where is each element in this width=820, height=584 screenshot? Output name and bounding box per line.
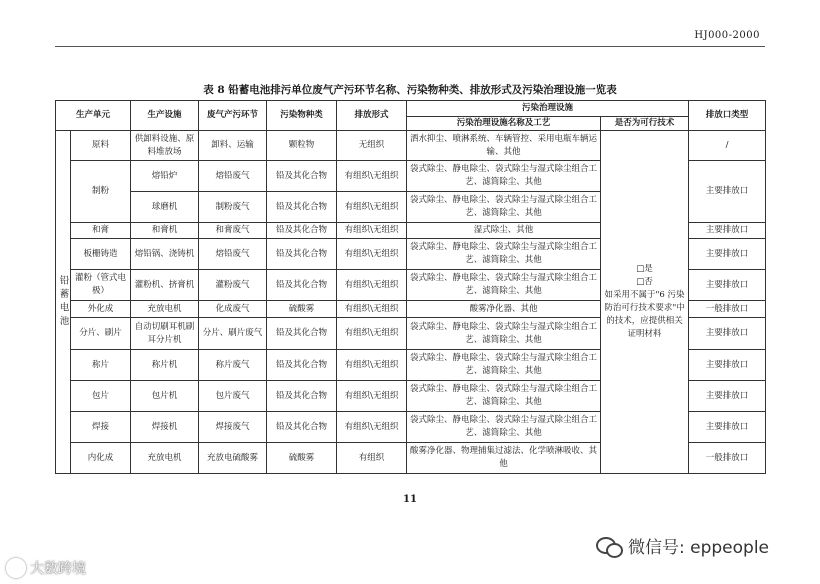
feasible-cell bbox=[601, 131, 689, 474]
cell-unit: 外化成 bbox=[71, 301, 131, 318]
cell-treatment: 袋式除尘、静电除尘、袋式除尘与湿式除尘组合工艺、滤筒除尘、其他 bbox=[407, 239, 601, 270]
header-emission: 排放形式 bbox=[337, 101, 407, 131]
cell-emission: 无组织 bbox=[337, 131, 407, 161]
cell-facility: 灌粉机、挤膏机 bbox=[131, 270, 199, 301]
wechat-icon bbox=[596, 535, 622, 557]
cell-outlet: 一般排放口 bbox=[689, 443, 766, 474]
page-number: 11 bbox=[403, 494, 417, 505]
cell-unit: 和膏 bbox=[71, 223, 131, 239]
header-pollutant: 污染物种类 bbox=[267, 101, 337, 131]
cell-outlet: 主要排放口 bbox=[689, 318, 766, 350]
cell-emission: 有组织\无组织 bbox=[337, 223, 407, 239]
cell-link: 熔铅废气 bbox=[199, 161, 267, 192]
cell-outlet: / bbox=[689, 131, 766, 161]
cell-pollutant: 铅及其化合物 bbox=[267, 318, 337, 350]
cell-outlet: 主要排放口 bbox=[689, 350, 766, 381]
cell-facility: 和膏机 bbox=[131, 223, 199, 239]
cell-link: 称片废气 bbox=[199, 350, 267, 381]
cell-treatment: 袋式除尘、静电除尘、袋式除尘与湿式除尘组合工艺、滤筒除尘、其他 bbox=[407, 412, 601, 443]
cell-pollutant: 铅及其化合物 bbox=[267, 239, 337, 270]
cell-treatment: 酸雾净化器、其他 bbox=[407, 301, 601, 318]
cell-emission: 有组织\无组织 bbox=[337, 381, 407, 412]
table-title: 表 8 铅蓄电池排污单位废气产污环节名称、污染物种类、排放形式及污染治理设施一览表 bbox=[203, 84, 617, 96]
cell-emission: 有组织 bbox=[337, 443, 407, 474]
cell-pollutant: 铅及其化合物 bbox=[267, 223, 337, 239]
cell-unit: 分片、刷片 bbox=[71, 318, 131, 350]
header-treatment-name: 污染治理设施名称及工艺 bbox=[407, 117, 601, 131]
header-feasible: 是否为可行技术 bbox=[601, 117, 689, 131]
cell-treatment: 袋式除尘、静电除尘、袋式除尘与湿式除尘组合工艺、滤筒除尘、其他 bbox=[407, 161, 601, 192]
feasible-no-checkbox: □否 bbox=[636, 277, 653, 287]
cell-link: 和膏废气 bbox=[199, 223, 267, 239]
cell-emission: 有组织\无组织 bbox=[337, 350, 407, 381]
cell-emission: 有组织\无组织 bbox=[337, 412, 407, 443]
cell-link: 熔铅废气 bbox=[199, 239, 267, 270]
cell-facility: 焊接机 bbox=[131, 412, 199, 443]
cell-facility: 自动切刷耳机刷耳分片机 bbox=[131, 318, 199, 350]
cell-outlet: 主要排放口 bbox=[689, 412, 766, 443]
cell-facility: 充放电机 bbox=[131, 301, 199, 318]
cell-pollutant: 铅及其化合物 bbox=[267, 192, 337, 223]
document-code: HJ000-2000 bbox=[694, 30, 760, 41]
cell-outlet: 主要排放口 bbox=[689, 223, 766, 239]
cell-link: 卸料、运输 bbox=[199, 131, 267, 161]
header-outlet: 排放口类型 bbox=[689, 101, 766, 131]
cell-treatment: 酸雾净化器、物理捕集过滤法、化学喷淋吸收、其他 bbox=[407, 443, 601, 474]
cell-link: 化成废气 bbox=[199, 301, 267, 318]
header-treatment-group: 污染治理设施 bbox=[407, 101, 689, 117]
header-link: 废气产污环节 bbox=[199, 101, 267, 131]
wechat-label: 微信号: eppeople bbox=[628, 538, 770, 558]
cell-pollutant: 铅及其化合物 bbox=[267, 412, 337, 443]
cell-emission: 有组织\无组织 bbox=[337, 301, 407, 318]
header-unit: 生产单元 bbox=[56, 101, 131, 131]
watermark-label: 大数跨境 bbox=[30, 561, 86, 577]
cell-facility: 球磨机 bbox=[131, 192, 199, 223]
cell-link: 制粉废气 bbox=[199, 192, 267, 223]
cell-pollutant: 硫酸雾 bbox=[267, 443, 337, 474]
cell-treatment: 洒水抑尘、喷淋系统、车辆管控、采用电瓶车辆运输、其他 bbox=[407, 131, 601, 161]
cell-treatment: 湿式除尘、其他 bbox=[407, 223, 601, 239]
cell-outlet: 主要排放口 bbox=[689, 239, 766, 270]
cell-link: 分片、刷片废气 bbox=[199, 318, 267, 350]
cell-facility: 称片机 bbox=[131, 350, 199, 381]
table-container bbox=[55, 100, 765, 474]
cell-outlet: 主要排放口 bbox=[689, 381, 766, 412]
wechat-badge bbox=[596, 533, 769, 558]
cell-treatment: 袋式除尘、静电除尘、袋式除尘与湿式除尘组合工艺、滤筒除尘、其他 bbox=[407, 192, 601, 223]
cell-emission: 有组织\无组织 bbox=[337, 239, 407, 270]
cell-facility: 熔铅锅、浇铸机 bbox=[131, 239, 199, 270]
cell-outlet: 一般排放口 bbox=[689, 301, 766, 318]
cell-facility: 熔铅炉 bbox=[131, 161, 199, 192]
cell-pollutant: 颗粒物 bbox=[267, 131, 337, 161]
cell-facility: 充放电机 bbox=[131, 443, 199, 474]
cell-facility: 包片机 bbox=[131, 381, 199, 412]
cell-unit: 原料 bbox=[71, 131, 131, 161]
cell-unit: 内化成 bbox=[71, 443, 131, 474]
cell-unit: 板栅铸造 bbox=[71, 239, 131, 270]
cell-pollutant: 硫酸雾 bbox=[267, 301, 337, 318]
cell-treatment: 袋式除尘、静电除尘、袋式除尘与湿式除尘组合工艺、滤筒除尘、其他 bbox=[407, 318, 601, 350]
cell-facility: 供卸料设施、原料堆放场 bbox=[131, 131, 199, 161]
unit-group-cell: 铅蓄电池 bbox=[56, 131, 71, 474]
cell-outlet: 主要排放口 bbox=[689, 161, 766, 223]
cell-unit: 灌粉（管式电极） bbox=[71, 270, 131, 301]
cell-link: 焊接废气 bbox=[199, 412, 267, 443]
cell-emission: 有组织\无组织 bbox=[337, 318, 407, 350]
table-row bbox=[56, 131, 766, 161]
cell-link: 充放电硫酸雾 bbox=[199, 443, 267, 474]
cell-emission: 有组织\无组织 bbox=[337, 192, 407, 223]
cell-pollutant: 铅及其化合物 bbox=[267, 161, 337, 192]
header-facility: 生产设施 bbox=[131, 101, 199, 131]
cell-unit: 称片 bbox=[71, 350, 131, 381]
cell-link: 包片废气 bbox=[199, 381, 267, 412]
feasible-note-text: 如采用不属于"6 污染防治可行技术要求"中的技术，应提供相关证明材料 bbox=[604, 290, 685, 339]
cell-pollutant: 铅及其化合物 bbox=[267, 350, 337, 381]
cell-emission: 有组织\无组织 bbox=[337, 161, 407, 192]
cell-pollutant: 铅及其化合物 bbox=[267, 381, 337, 412]
cell-pollutant: 铅及其化合物 bbox=[267, 270, 337, 301]
pollution-table bbox=[55, 100, 766, 474]
cell-unit: 制粉 bbox=[71, 161, 131, 223]
watermark bbox=[6, 558, 86, 578]
cell-link: 灌粉废气 bbox=[199, 270, 267, 301]
cell-treatment: 袋式除尘、静电除尘、袋式除尘与湿式除尘组合工艺、滤筒除尘、其他 bbox=[407, 381, 601, 412]
cell-outlet: 主要排放口 bbox=[689, 270, 766, 301]
cell-unit: 焊接 bbox=[71, 412, 131, 443]
cell-emission: 有组织\无组织 bbox=[337, 270, 407, 301]
cell-treatment: 袋式除尘、静电除尘、袋式除尘与湿式除尘组合工艺、滤筒除尘、其他 bbox=[407, 350, 601, 381]
cell-treatment: 袋式除尘、静电除尘、袋式除尘与湿式除尘组合工艺、滤筒除尘、其他 bbox=[407, 270, 601, 301]
watermark-logo-icon bbox=[6, 558, 26, 578]
cell-unit: 包片 bbox=[71, 381, 131, 412]
header-rule bbox=[55, 46, 765, 47]
feasible-yes-checkbox: □是 bbox=[636, 264, 653, 274]
